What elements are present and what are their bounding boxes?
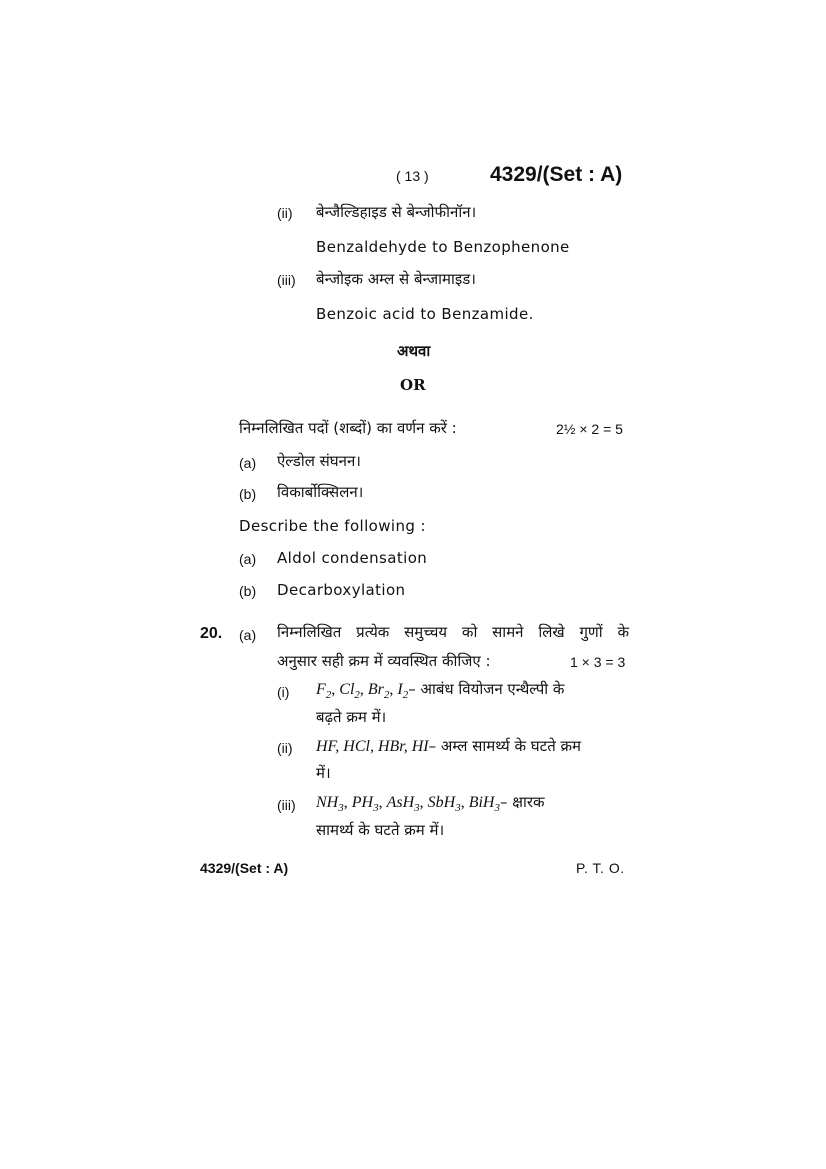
q20-ii-line1 [316,736,581,756]
formula-subscript: 2 [325,689,332,702]
alt-b-hindi: विकार्बोक्सिलन। [277,483,364,501]
question-number: 20. [200,625,223,642]
q20-i-text2: बढ़ते क्रम में। [316,708,387,726]
q20-iii-line1 [316,792,545,814]
formula-subscript: 3 [414,802,420,815]
footer-paper-code: 4329/(Set : A) [200,860,289,876]
formula-separator: , [419,794,428,811]
item-ii-label: (ii) [277,205,293,221]
formula-separator: , [460,794,469,811]
item-iii-english: Benzoic acid to Benzamide. [316,305,534,323]
q20-ii-text1: – अम्ल सामर्थ्य के घटते क्रम [428,737,582,755]
alt-a-english: Aldol condensation [277,549,428,567]
formula-separator: , [359,681,368,698]
q20-part-label: (a) [239,627,257,643]
q20-i-text1: – आबंध वियोजन एन्थैल्पी के [408,680,565,698]
formula-part: SbH [427,794,456,811]
alt-a-hindi: ऐल्डोल संघनन। [277,452,361,470]
formula-part: I [397,681,403,698]
q20-ii-label: (ii) [277,740,293,756]
alt-question-marks: 2½ × 2 = 5 [556,421,623,437]
formula-part: PH [351,794,374,811]
q20-i-formula [316,681,408,701]
formula-part: NH [316,794,339,811]
alt-a-label: (a) [239,455,257,471]
q20-marks: 1 × 3 = 3 [570,654,626,670]
formula-separator: , [343,794,352,811]
formula-subscript: 3 [338,802,344,815]
formula-separator: , [331,681,340,698]
formula-subscript: 2 [354,689,360,702]
formula-separator: , [389,681,398,698]
q20-iii-text1: – क्षारक [499,793,545,811]
q20-ii-formula: HF, HCl, HBr, HI [316,738,429,755]
formula-part: Br [367,681,384,698]
q20-i-label: (i) [277,684,290,700]
alt-b-label-en: (b) [239,583,257,599]
formula-separator: , [378,794,387,811]
alt-b-label: (b) [239,486,257,502]
item-ii-english: Benzaldehyde to Benzophenone [316,238,570,256]
alt-english-prompt: Describe the following : [239,517,426,535]
item-iii-label: (iii) [277,272,296,288]
formula-subscript: 3 [455,802,461,815]
alt-question-hindi-prompt: निम्नलिखित पदों (शब्दों) का वर्णन करें : [239,419,457,437]
or-english: OR [400,376,426,394]
formula-part: F [316,681,326,698]
formula-part: Cl [339,681,355,698]
formula-subscript: 3 [494,802,500,815]
alt-b-english: Decarboxylation [277,581,406,599]
formula-subscript: 3 [373,802,379,815]
item-ii-hindi: बेन्जैल्डिहाइड से बेन्जोफीनॉन। [316,203,477,221]
q20-iii-text2: सामर्थ्य के घटते क्रम में। [316,821,445,839]
q20-ii-text2: में। [316,764,331,782]
formula-part: BiH [468,794,495,811]
paper-code-header: 4329/(Set : A) [490,163,623,186]
q20-iii-formula [316,794,500,814]
page-number: ( 13 ) [396,168,429,184]
pto-label: P. T. O. [576,860,625,876]
formula-part: AsH [386,794,415,811]
item-iii-hindi: बेन्जोइक अम्ल से बेन्जामाइड। [316,270,476,288]
alt-a-label-en: (a) [239,551,257,567]
q20-iii-label: (iii) [277,797,296,813]
or-hindi: अथवा [397,342,431,360]
q20-i-line1 [316,679,564,701]
q20-line1: निम्नलिखित प्रत्येक समुच्चय को सामने लिखे गुणों के [277,623,629,641]
formula-subscript: 2 [383,689,390,702]
q20-line2: अनुसार सही क्रम में व्यवस्थित कीजिए : [277,652,491,670]
formula-subscript: 2 [402,689,409,702]
